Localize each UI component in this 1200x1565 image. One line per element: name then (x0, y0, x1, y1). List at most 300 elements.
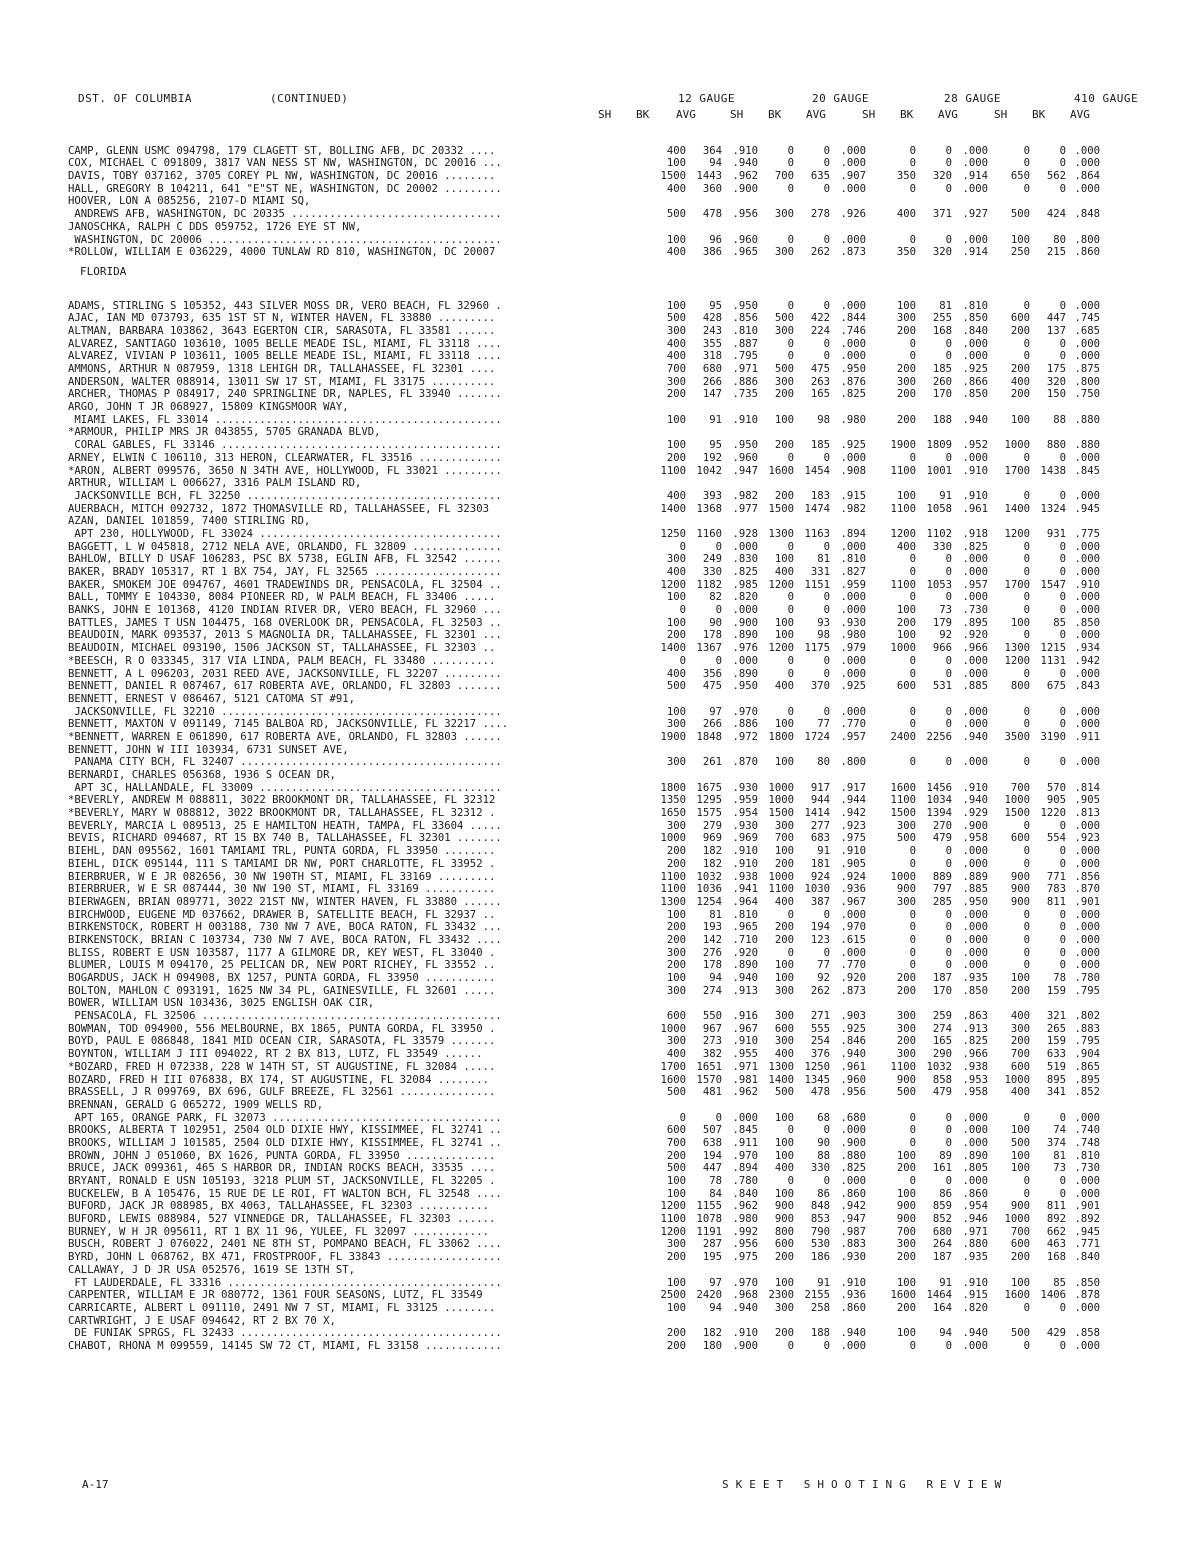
score-avg: .980 (840, 413, 866, 426)
score-avg: .950 (732, 299, 758, 312)
score-bk: 917 (810, 781, 830, 794)
score-bk: 147 (702, 388, 722, 401)
score-sh: 500 (666, 1162, 686, 1175)
score-sh: 100 (666, 233, 686, 246)
score-avg: .950 (732, 680, 758, 693)
score-avg: .866 (962, 375, 988, 388)
score-bk: 0 (1059, 845, 1066, 858)
score-avg: .936 (840, 883, 866, 896)
score-avg: .873 (840, 246, 866, 259)
score-bk: 89 (939, 1149, 952, 1162)
score-sh: 100 (896, 1276, 916, 1289)
score-bk: 86 (817, 1187, 830, 1200)
score-avg: .956 (732, 208, 758, 221)
score-sh: 1100 (660, 883, 686, 896)
score-sh: 100 (666, 908, 686, 921)
score-bk: 370 (810, 680, 830, 693)
column-heading-bk: BK (636, 108, 650, 121)
score-sh: 1100 (890, 794, 916, 807)
score-sh: 1000 (660, 832, 686, 845)
score-sh: 300 (1010, 1022, 1030, 1035)
shooter-name-address: BIRKENSTOCK, BRIAN C 103734, 730 NW 7 AVE, BOCA RATON, FL 33432 .... (68, 933, 502, 946)
score-bk: 279 (702, 819, 722, 832)
score-avg: .940 (732, 1301, 758, 1314)
score-bk: 91 (939, 1276, 952, 1289)
shooter-name-address: *BENNETT, WARREN E 061890, 617 ROBERTA AVE, ORLANDO, FL 32803 ...... (68, 730, 502, 743)
score-sh: 0 (909, 718, 916, 731)
score-avg: .910 (962, 1276, 988, 1289)
score-avg: .850 (1074, 616, 1100, 629)
score-avg: .000 (962, 857, 988, 870)
score-sh: 1200 (660, 1200, 686, 1213)
score-avg: .962 (732, 170, 758, 183)
score-sh: 200 (774, 921, 794, 934)
score-avg: .000 (962, 654, 988, 667)
score-bk: 475 (702, 680, 722, 693)
score-bk: 0 (1059, 857, 1066, 870)
score-sh: 200 (666, 451, 686, 464)
score-avg: .962 (732, 1200, 758, 1213)
score-bk: 662 (1046, 1225, 1066, 1238)
score-avg: .000 (840, 908, 866, 921)
score-bk: 0 (823, 591, 830, 604)
score-bk: 94 (709, 1301, 722, 1314)
score-avg: .966 (962, 642, 988, 655)
score-avg: .000 (1074, 718, 1100, 731)
score-avg: .000 (962, 1111, 988, 1124)
score-bk: 463 (1046, 1238, 1066, 1251)
score-sh: 500 (1010, 208, 1030, 221)
score-sh: 900 (774, 1200, 794, 1213)
table-row (68, 1213, 1158, 1226)
score-avg: .890 (732, 667, 758, 680)
score-avg: .942 (1074, 654, 1100, 667)
score-avg: .825 (840, 1162, 866, 1175)
score-bk: 0 (1059, 1175, 1066, 1187)
score-sh: 1600 (890, 1289, 916, 1302)
score-sh: 2300 (768, 1289, 794, 1302)
score-avg: .950 (732, 439, 758, 452)
score-bk: 262 (810, 984, 830, 997)
score-bk: 1078 (696, 1213, 722, 1226)
score-avg: .000 (732, 540, 758, 553)
score-avg: .750 (1074, 388, 1100, 401)
score-avg: .987 (840, 1225, 866, 1238)
score-bk: 165 (810, 388, 830, 401)
score-avg: .967 (840, 895, 866, 908)
score-sh: 0 (909, 959, 916, 972)
score-avg: .810 (840, 553, 866, 566)
score-avg: .810 (732, 908, 758, 921)
column-heading-sh: SH (994, 108, 1008, 121)
score-bk: 507 (702, 1124, 722, 1137)
score-avg: .952 (962, 439, 988, 452)
score-avg: .000 (1074, 1187, 1100, 1200)
score-bk: 393 (702, 489, 722, 502)
score-sh: 900 (774, 1213, 794, 1226)
score-avg: .685 (1074, 324, 1100, 337)
score-sh: 400 (774, 566, 794, 578)
score-sh: 200 (896, 388, 916, 401)
score-sh: 0 (909, 1339, 916, 1352)
score-sh: 900 (896, 1213, 916, 1226)
table-row (68, 1200, 1158, 1213)
column-heading-avg: AVG (806, 108, 826, 121)
score-avg: .000 (1074, 489, 1100, 502)
shooter-name-address: AJAC, IAN MD 073793, 635 1ST ST N, WINTER HAVEN, FL 33880 ......... (68, 312, 496, 325)
score-avg: .910 (732, 413, 758, 426)
score-sh: 200 (774, 388, 794, 401)
score-avg: .901 (1074, 1200, 1100, 1213)
score-bk: 790 (810, 1225, 830, 1238)
table-row (68, 1035, 1158, 1048)
score-bk: 178 (702, 629, 722, 642)
score-bk: 168 (932, 324, 952, 337)
score-bk: 0 (1059, 350, 1066, 363)
score-avg: .820 (962, 1301, 988, 1314)
table-row (68, 1112, 1158, 1125)
table-row (68, 706, 1158, 719)
score-sh: 700 (774, 832, 794, 845)
score-bk: 424 (1046, 208, 1066, 221)
score-avg: .971 (732, 363, 758, 375)
score-bk: 187 (932, 1251, 952, 1264)
score-sh: 250 (1010, 246, 1030, 259)
score-avg: .886 (732, 375, 758, 388)
shooter-name-address: AUERBACH, MITCH 092732, 1872 THOMASVILLE RD, TALLAHASSEE, FL 32303 (68, 502, 489, 515)
score-avg: .940 (840, 1327, 866, 1340)
score-sh: 300 (666, 1035, 686, 1048)
shooter-name-address: BROWN, JOHN J 051060, BX 1626, PUNTA GORDA, FL 33950 .............. (68, 1149, 496, 1162)
score-bk: 0 (945, 705, 952, 718)
score-bk: 86 (939, 1187, 952, 1200)
score-sh: 0 (909, 157, 916, 170)
score-avg: .965 (732, 921, 758, 934)
score-sh: 0 (909, 933, 916, 946)
score-sh: 1600 (768, 464, 794, 477)
score-sh: 100 (774, 718, 794, 731)
score-bk: 271 (810, 1010, 830, 1023)
score-avg: .947 (732, 464, 758, 477)
score-bk: 0 (945, 566, 952, 578)
score-avg: .957 (962, 578, 988, 591)
score-avg: .960 (732, 451, 758, 464)
score-bk: 331 (810, 566, 830, 578)
score-sh: 200 (774, 439, 794, 452)
score-bk: 1250 (804, 1060, 830, 1073)
score-avg: .940 (962, 413, 988, 426)
score-bk: 0 (945, 654, 952, 667)
shooter-name-address: BOWMAN, TOD 094900, 556 MELBOURNE, BX 1865, PUNTA GORDA, FL 33950 . (68, 1022, 496, 1035)
score-sh: 1100 (890, 578, 916, 591)
score-bk: 859 (932, 1200, 952, 1213)
score-bk: 680 (932, 1225, 952, 1238)
score-bk: 0 (1059, 144, 1066, 157)
score-sh: 1800 (660, 781, 686, 794)
score-bk: 81 (817, 553, 830, 566)
score-avg: .970 (840, 921, 866, 934)
score-bk: 182 (702, 845, 722, 858)
score-bk: 185 (810, 439, 830, 452)
score-avg: .905 (840, 857, 866, 870)
score-sh: 900 (1010, 883, 1030, 896)
shooter-name-address: CARPENTER, WILLIAM E JR 080772, 1361 FOUR SEASONS, LUTZ, FL 33549 (68, 1289, 483, 1302)
score-avg: .000 (1074, 182, 1100, 195)
score-avg: .914 (962, 246, 988, 259)
score-bk: 82 (709, 591, 722, 604)
table-row (68, 376, 1158, 389)
score-bk: 150 (1046, 388, 1066, 401)
score-bk: 0 (823, 337, 830, 350)
score-bk: 194 (702, 1149, 722, 1162)
shooter-name-address: BAGGETT, L W 045818, 2712 NELA AVE, ORLANDO, FL 32809 .............. (68, 540, 502, 553)
score-bk: 161 (932, 1162, 952, 1175)
shooter-name-address: BUSCH, ROBERT J 076022, 2401 NE 8TH ST, POMPANO BEACH, FL 33062 .... (68, 1238, 502, 1251)
score-avg: .000 (962, 451, 988, 464)
score-bk: 1030 (804, 883, 830, 896)
score-sh: 100 (774, 972, 794, 984)
score-sh: 1600 (1004, 1289, 1030, 1302)
score-sh: 0 (909, 756, 916, 769)
score-bk: 255 (932, 312, 952, 325)
score-bk: 165 (932, 1035, 952, 1048)
score-bk: 98 (817, 629, 830, 642)
score-bk: 274 (932, 1022, 952, 1035)
score-sh: 0 (1023, 1301, 1030, 1314)
score-bk: 278 (810, 208, 830, 221)
score-sh: 300 (774, 1301, 794, 1314)
score-bk: 3190 (1040, 730, 1066, 743)
score-bk: 0 (945, 451, 952, 464)
score-bk: 811 (1046, 895, 1066, 908)
score-avg: .000 (840, 451, 866, 464)
score-avg: .880 (1074, 439, 1100, 452)
score-sh: 0 (787, 540, 794, 553)
score-bk: 905 (1046, 794, 1066, 807)
score-bk: 81 (1053, 1149, 1066, 1162)
score-sh: 0 (1023, 157, 1030, 170)
score-bk: 260 (932, 375, 952, 388)
score-avg: .971 (732, 1060, 758, 1073)
score-bk: 1651 (696, 1060, 722, 1073)
score-bk: 1163 (804, 527, 830, 540)
table-row (68, 1327, 1158, 1340)
score-avg: .958 (962, 832, 988, 845)
shooter-name-address: JACKSONVILLE, FL 32210 ............................................ (68, 705, 502, 718)
score-bk: 0 (823, 233, 830, 246)
score-sh: 0 (909, 705, 916, 718)
score-bk: 0 (1059, 629, 1066, 642)
continued-label: (CONTINUED) (270, 92, 349, 105)
score-bk: 0 (945, 933, 952, 946)
score-avg: .977 (732, 502, 758, 515)
score-bk: 0 (1059, 182, 1066, 195)
score-avg: .910 (732, 845, 758, 858)
score-avg: .955 (732, 1048, 758, 1061)
score-sh: 200 (774, 1251, 794, 1264)
score-bk: 1102 (926, 527, 952, 540)
score-sh: 200 (666, 388, 686, 401)
shooter-name-address: BEVERLY, MARCIA L 089513, 25 E HAMILTON HEATH, TAMPA, FL 33604 ..... (68, 819, 502, 832)
score-avg: .903 (840, 1010, 866, 1023)
score-bk: 91 (817, 845, 830, 858)
score-sh: 300 (666, 375, 686, 388)
score-bk: 364 (702, 144, 722, 157)
score-bk: 224 (810, 324, 830, 337)
score-avg: .840 (1074, 1251, 1100, 1264)
score-bk: 0 (715, 1111, 722, 1124)
score-sh: 200 (1010, 324, 1030, 337)
score-sh: 100 (774, 413, 794, 426)
shooter-name-address: *ARON, ALBERT 099576, 3650 N 34TH AVE, HOLLYWOOD, FL 33021 ......... (68, 464, 502, 477)
score-sh: 400 (666, 489, 686, 502)
score-bk: 0 (715, 540, 722, 553)
score-avg: .000 (962, 1136, 988, 1149)
score-sh: 0 (1023, 540, 1030, 553)
score-avg: .944 (840, 794, 866, 807)
table-row (68, 1226, 1158, 1239)
score-avg: .895 (1074, 1073, 1100, 1086)
score-sh: 200 (1010, 363, 1030, 375)
table-row (68, 756, 1158, 769)
table-row (68, 1175, 1158, 1188)
score-sh: 1100 (768, 883, 794, 896)
score-bk: 0 (945, 553, 952, 566)
score-sh: 0 (1023, 604, 1030, 617)
score-avg: .883 (840, 1238, 866, 1251)
score-avg: .930 (840, 616, 866, 629)
score-bk: 0 (1059, 1301, 1066, 1314)
score-bk: 635 (810, 170, 830, 183)
score-bk: 180 (702, 1339, 722, 1352)
score-sh: 100 (774, 1136, 794, 1149)
score-avg: .875 (1074, 363, 1100, 375)
score-sh: 100 (1010, 233, 1030, 246)
shooter-name-address: DE FUNIAK SPRGS, FL 32433 ......................................... (68, 1327, 502, 1340)
score-sh: 200 (666, 629, 686, 642)
score-avg: .890 (962, 1149, 988, 1162)
score-bk: 1182 (696, 578, 722, 591)
score-sh: 0 (787, 667, 794, 680)
score-sh: 700 (896, 1225, 916, 1238)
score-avg: .825 (840, 388, 866, 401)
score-bk: 0 (1059, 921, 1066, 934)
score-sh: 100 (896, 299, 916, 312)
table-row (68, 541, 1158, 554)
table-row (68, 1137, 1158, 1150)
score-bk: 142 (702, 933, 722, 946)
shooter-name-address: *BOZARD, FRED H 072338, 228 W 14TH ST, ST AUGUSTINE, FL 32084 ..... (68, 1060, 496, 1073)
score-avg: .852 (1074, 1086, 1100, 1099)
score-avg: .780 (732, 1175, 758, 1187)
score-sh: 0 (679, 604, 686, 617)
score-bk: 287 (702, 1238, 722, 1251)
score-avg: .885 (962, 883, 988, 896)
score-avg: .000 (840, 604, 866, 617)
score-sh: 1100 (660, 464, 686, 477)
score-bk: 0 (945, 921, 952, 934)
score-avg: .976 (732, 642, 758, 655)
score-sh: 1650 (660, 807, 686, 820)
score-bk: 186 (810, 1251, 830, 1264)
shooter-name-address: BEAUDOIN, MICHAEL 093190, 1506 JACKSON ST, TALLAHASSEE, FL 32303 .. (68, 642, 496, 655)
column-heading-sh: SH (862, 108, 876, 121)
score-bk: 0 (945, 1124, 952, 1137)
score-avg: .802 (1074, 1010, 1100, 1023)
score-sh: 700 (666, 1136, 686, 1149)
score-avg: .924 (840, 870, 866, 883)
score-bk: 554 (1046, 832, 1066, 845)
score-avg: .680 (840, 1111, 866, 1124)
shooter-name-address: BATTLES, JAMES T USN 104475, 168 OVERLOOK DR, PENSACOLA, FL 32503 .. (68, 616, 502, 629)
score-avg: .000 (840, 350, 866, 363)
score-bk: 0 (1059, 819, 1066, 832)
table-row (68, 234, 1158, 247)
shooter-name-address: ARTHUR, WILLIAM L 006627, 3316 PALM ISLAND RD, (68, 477, 362, 490)
score-avg: .000 (962, 933, 988, 946)
score-avg: .000 (840, 144, 866, 157)
score-sh: 100 (1010, 1276, 1030, 1289)
score-sh: 200 (896, 616, 916, 629)
score-sh: 0 (909, 1124, 916, 1137)
shooter-name-address: *ROLLOW, WILLIAM E 036229, 4000 TUNLAW RD 810, WASHINGTON, DC 20007 (68, 246, 496, 259)
score-bk: 0 (823, 1124, 830, 1137)
score-bk: 68 (817, 1111, 830, 1124)
score-bk: 1368 (696, 502, 722, 515)
score-bk: 0 (945, 959, 952, 972)
score-bk: 0 (1059, 451, 1066, 464)
score-sh: 1500 (768, 807, 794, 820)
score-sh: 200 (666, 933, 686, 946)
score-sh: 350 (896, 246, 916, 259)
score-avg: .970 (732, 1149, 758, 1162)
score-sh: 0 (787, 604, 794, 617)
score-bk: 1464 (926, 1289, 952, 1302)
score-sh: 100 (666, 1187, 686, 1200)
score-avg: .894 (732, 1162, 758, 1175)
score-sh: 0 (909, 1111, 916, 1124)
score-avg: .950 (840, 363, 866, 375)
score-avg: .000 (1074, 451, 1100, 464)
score-sh: 1400 (1004, 502, 1030, 515)
score-sh: 200 (666, 959, 686, 972)
score-avg: .890 (732, 629, 758, 642)
shooter-name-address: BAKER, BRADY 105317, RT 1 BX 754, JAY, FL 32565 .................... (68, 566, 502, 578)
score-sh: 0 (787, 1175, 794, 1187)
score-bk: 261 (702, 756, 722, 769)
shooter-name-address: MIAMI LAKES, FL 33014 ............................................. (68, 413, 502, 426)
score-sh: 0 (679, 540, 686, 553)
score-bk: 94 (709, 157, 722, 170)
score-bk: 771 (1046, 870, 1066, 883)
score-bk: 91 (817, 1276, 830, 1289)
score-bk: 428 (702, 312, 722, 325)
score-sh: 1000 (1004, 1213, 1030, 1226)
score-sh: 1300 (660, 895, 686, 908)
table-row (68, 1238, 1158, 1251)
score-sh: 0 (1023, 350, 1030, 363)
shooter-name-address: BEAUDOIN, MARK 093537, 2013 S MAGNOLIA DR, TALLAHASSEE, FL 32301 ... (68, 629, 502, 642)
score-bk: 0 (945, 946, 952, 959)
score-avg: .000 (840, 705, 866, 718)
score-bk: 276 (702, 946, 722, 959)
score-avg: .911 (1074, 730, 1100, 743)
score-bk: 0 (823, 144, 830, 157)
score-bk: 88 (817, 1149, 830, 1162)
score-sh: 0 (787, 337, 794, 350)
table-row (68, 604, 1158, 617)
score-sh: 300 (896, 819, 916, 832)
